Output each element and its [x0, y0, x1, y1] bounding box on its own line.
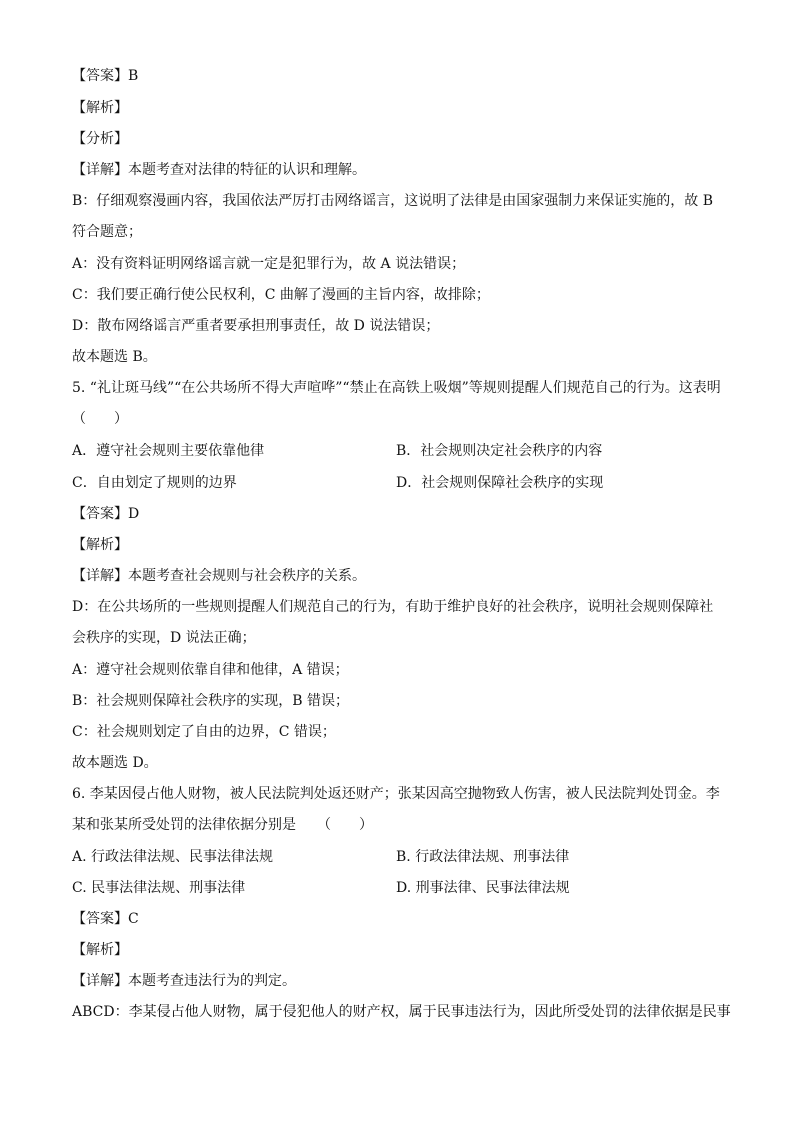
q5-option-d: D．社会规则保障社会秩序的实现	[396, 475, 604, 491]
q5-d-explain: D：在公共场所的一些规则提醒人们规范自己的行为，有助于维护良好的社会秩序，说明社会规则保障社会秩序的实现，D 说法正确；	[72, 599, 714, 646]
q6-option-d: D. 刑事法律、民事法律法规	[396, 880, 570, 896]
q6-abcd-explain: ABCD：李某侵占他人财物，属于侵犯他人的财产权，属于民事违法行为，因此所受处罚的法律依据是民事	[72, 1004, 731, 1020]
q5-option-a: A．遵守社会规则主要依靠他律	[72, 443, 265, 459]
q6-analysis-label: 【解析】	[72, 942, 128, 958]
q4-detail: 【详解】本题考查对法律的特征的认识和理解。	[72, 162, 366, 178]
q6-answer: 【答案】C	[72, 911, 139, 927]
q6-stem: 6. 李某因侵占他人财物，被人民法院判处返还财产；张某因高空抛物致人伤害，被人民法院判处罚金。李某和张某所受处罚的法律依据分别是 （ ）	[72, 786, 720, 833]
q4-analysis-label: 【解析】	[72, 100, 128, 116]
q5-stem: 5. “礼让斑马线”“在公共场所不得大声喧哗”“禁止在高铁上吸烟”等规则提醒人们规范自己的行为。这表明 （ ）	[72, 380, 749, 427]
q5-answer: 【答案】D	[72, 506, 140, 522]
q5-detail: 【详解】本题考查社会规则与社会秩序的关系。	[72, 568, 366, 584]
q5-a-explain: A：遵守社会规则依靠自律和他律，A 错误；	[72, 662, 349, 678]
q5-c-explain: C：社会规则划定了自由的边界，C 错误；	[72, 724, 336, 740]
q4-d-explain: D：散布网络谣言严重者要承担刑事责任，故 D 说法错误；	[72, 318, 440, 334]
q5-analysis-label: 【解析】	[72, 537, 128, 553]
q4-conclusion: 故本题选 B。	[72, 349, 157, 365]
q4-a-explain: A：没有资料证明网络谣言就一定是犯罪行为，故 A 说法错误；	[72, 256, 466, 272]
q6-option-b: B. 行政法律法规、刑事法律	[396, 849, 570, 865]
q6-option-c: C. 民事法律法规、刑事法律	[72, 880, 246, 896]
q4-b-explain: B：仔细观察漫画内容，我国依法严厉打击网络谣言，这说明了法律是由国家强制力来保证实施的，故 B 符合题意；	[72, 193, 714, 240]
q5-option-c: C．自由划定了规则的边界	[72, 475, 237, 491]
q6-detail: 【详解】本题考查违法行为的判定。	[72, 973, 296, 989]
q6-option-a: A. 行政法律法规、民事法律法规	[72, 849, 274, 865]
q5-conclusion: 故本题选 D。	[72, 755, 158, 771]
q5-b-explain: B：社会规则保障社会秩序的实现，B 错误；	[72, 693, 350, 709]
q4-answer: 【答案】B	[72, 68, 139, 84]
q4-fenxi-label: 【分析】	[72, 131, 128, 147]
q4-c-explain: C：我们要正确行使公民权利，C 曲解了漫画的主旨内容，故排除；	[72, 287, 490, 303]
q5-option-b: B．社会规则决定社会秩序的内容	[396, 443, 603, 459]
